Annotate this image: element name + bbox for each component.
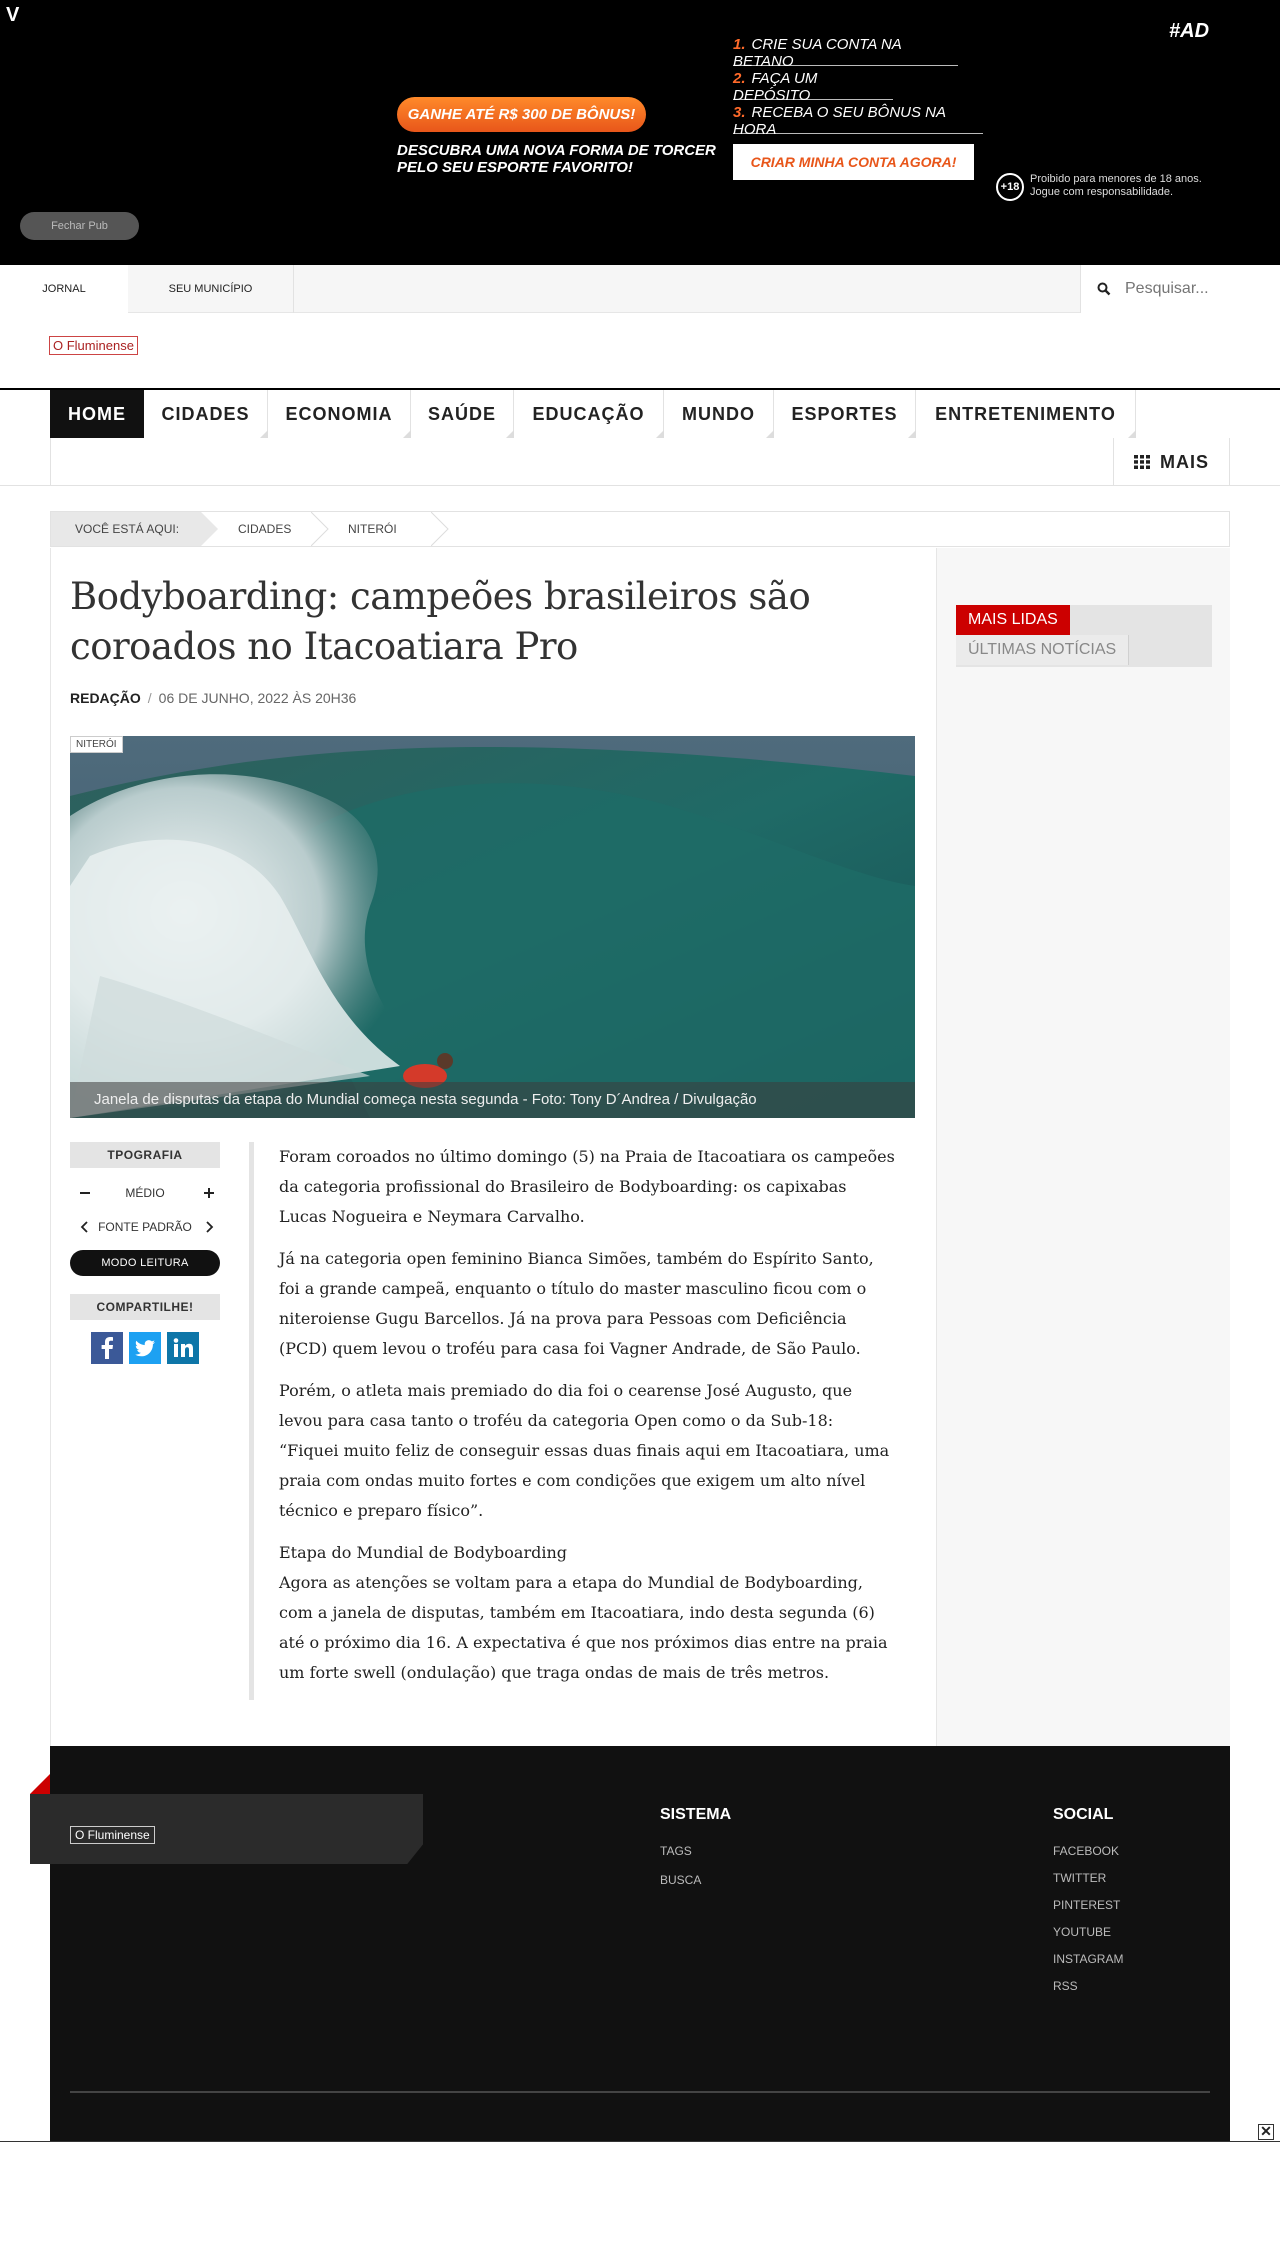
image-caption: Janela de disputas da etapa do Mundial começa nesta segunda - Foto: Tony D´Andrea / Divulgação <box>70 1082 915 1118</box>
nav-divider <box>50 438 51 486</box>
nav-economia[interactable]: ECONOMIA <box>268 390 411 438</box>
footer-sistema-title: SISTEMA <box>660 1806 732 1823</box>
reading-tools <box>70 1142 220 1364</box>
nav-more-button[interactable]: MAIS <box>1113 438 1230 486</box>
article-paragraph: Já na categoria open feminino Bianca Simões, também do Espírito Santo, foi a grande campeã, enquanto o título do master masculino ficou com o niteroiense Gugu Barcellos. Já na prova para Pessoas com Deficiência (PCD) quem levou o troféu para casa foi Vagner Andrade, de São Paulo. <box>279 1249 874 1358</box>
footer-link-rss[interactable]: RSS <box>1053 1979 1078 1993</box>
minus-icon[interactable] <box>78 1186 92 1200</box>
nav-esportes[interactable]: ESPORTES <box>774 390 916 438</box>
tab-jornal[interactable]: JORNAL <box>0 265 128 313</box>
article-paragraph: Foram coroados no último domingo (5) na Praia de Itacoatiara os campeões da categoria profissional do Brasileiro de Bodyboarding: os capixabas Lucas Nogueira e Neymara Carvalho. <box>279 1147 895 1226</box>
footer-link-pinterest[interactable]: PINTEREST <box>1053 1898 1121 1912</box>
article-image <box>70 736 915 1118</box>
typography-header: TPOGRAFIA <box>70 1142 220 1168</box>
nav-home[interactable]: HOME <box>50 390 144 438</box>
ad-bonus-pill[interactable]: GANHE ATÉ R$ 300 DE BÔNUS! <box>397 97 646 132</box>
font-family-control <box>70 1210 220 1244</box>
ad-age-text: Proibido para menores de 18 anos. Jogue com responsabilidade. <box>1030 173 1202 198</box>
ad-cta-button[interactable]: CRIAR MINHA CONTA AGORA! <box>733 144 974 180</box>
breadcrumb-separator-icon <box>431 512 449 546</box>
article-subheading: Etapa do Mundial de Bodyboarding <box>279 1543 568 1562</box>
footer-social-title: SOCIAL <box>1053 1806 1114 1823</box>
footer-link-youtube[interactable]: YOUTUBE <box>1053 1925 1112 1939</box>
footer <box>50 1746 1230 2141</box>
article-meta <box>70 690 356 706</box>
ad-step: 3. RECEBA O SEU BÔNUS NA HORA <box>733 100 983 134</box>
search-box[interactable] <box>1080 265 1280 313</box>
chevron-right-icon[interactable] <box>202 1220 216 1234</box>
footer-logo[interactable]: O Fluminense <box>70 1826 155 1844</box>
ad-description: DESCUBRA UMA NOVA FORMA DE TORCER PELO SEU ESPORTE FAVORITO! <box>397 142 716 176</box>
facebook-icon[interactable] <box>91 1332 123 1364</box>
search-input[interactable] <box>1125 277 1275 301</box>
tab-ultimas-noticias[interactable]: ÚLTIMAS NOTÍCIAS <box>956 635 1129 665</box>
share-header: COMPARTILHE! <box>70 1294 220 1320</box>
font-size-value: MÉDIO <box>125 1186 165 1200</box>
footer-link-busca[interactable]: BUSCA <box>660 1873 702 1887</box>
linkedin-icon[interactable] <box>167 1332 199 1364</box>
article-body <box>249 1142 895 1700</box>
article-author[interactable]: REDAÇÃO <box>70 690 141 706</box>
nav-mundo[interactable]: MUNDO <box>664 390 774 438</box>
article-paragraph: Porém, o atleta mais premiado do dia foi o cearense José Augusto, que levou para casa tanto o troféu da categoria Open como o da Sub-18: “Fiquei muito feliz de conseguir essas duas finais aqui em Itacoatiara, uma praia com ondas muito fortes e com condições que exigem um alto nível técnico e preparo físico”. <box>279 1381 890 1520</box>
bottom-ad-slot[interactable] <box>0 2123 1280 2241</box>
meta-separator: / <box>147 690 152 706</box>
nav-cidades[interactable]: CIDADES <box>144 390 268 438</box>
article-paragraph: Agora as atenções se voltam para a etapa do Mundial de Bodyboarding, com a janela de disputas, também em Itacoatiara, indo desta segunda (6) até o próximo dia 16. A expectativa é que nos próximos dias entre na praia um forte swell (ondulação) que traga ondas de mais de três metros. <box>279 1573 888 1682</box>
ad-steps <box>733 32 983 138</box>
main-nav <box>0 388 1280 486</box>
footer-link-facebook[interactable]: FACEBOOK <box>1053 1844 1120 1858</box>
grid-icon <box>1134 455 1150 469</box>
article-title: Bodyboarding: campeões brasileiros são coroados no Itacoatiara Pro <box>70 575 811 668</box>
footer-divider <box>70 2091 1210 2093</box>
footer-corner-accent <box>30 1774 50 1794</box>
breadcrumb-label: VOCÊ ESTÁ AQUI: <box>51 512 201 546</box>
reading-mode-button[interactable]: MODO LEITURA <box>70 1250 220 1276</box>
ad-step: 2. FAÇA UM DEPÓSITO <box>733 66 893 100</box>
article-date: 06 DE JUNHO, 2022 ÀS 20H36 <box>158 690 357 706</box>
ad-tag: #AD <box>1169 20 1210 42</box>
font-size-control <box>70 1176 220 1210</box>
breadcrumb <box>50 511 1230 547</box>
tab-mais-lidas[interactable]: MAIS LIDAS <box>956 605 1070 635</box>
nav-entretenimento[interactable]: ENTRETENIMENTO <box>916 390 1136 438</box>
ad-banner[interactable] <box>0 0 1280 265</box>
footer-link-instagram[interactable]: INSTAGRAM <box>1053 1952 1124 1966</box>
age-restriction-icon: +18 <box>996 173 1024 201</box>
share-buttons <box>70 1332 220 1364</box>
ad-logo: V <box>6 4 20 26</box>
close-ad-button[interactable]: Fechar Pub <box>20 212 139 240</box>
sidebar-tabs <box>956 605 1212 667</box>
top-bar <box>0 265 1280 313</box>
ad-step: 1. CRIE SUA CONTA NA BETANO <box>733 32 958 66</box>
footer-link-tags[interactable]: TAGS <box>660 1844 692 1858</box>
wave-photo <box>70 736 915 1118</box>
search-icon[interactable] <box>1097 282 1111 296</box>
sidebar <box>936 548 1230 1746</box>
twitter-icon[interactable] <box>129 1332 161 1364</box>
close-icon[interactable]: ✕ <box>1258 2124 1274 2140</box>
site-logo[interactable]: O Fluminense <box>49 336 138 355</box>
image-category-badge[interactable]: NITERÓI <box>70 736 123 753</box>
tab-seu-municipio[interactable]: SEU MUNICÍPIO <box>128 265 294 313</box>
font-family-value: FONTE PADRÃO <box>98 1220 192 1234</box>
nav-educacao[interactable]: EDUCAÇÃO <box>514 390 664 438</box>
nav-saude[interactable]: SAÚDE <box>411 390 514 438</box>
breadcrumb-niteroi[interactable]: NITERÓI <box>348 522 397 536</box>
breadcrumb-cidades[interactable]: CIDADES <box>238 522 292 536</box>
plus-icon[interactable] <box>202 1186 216 1200</box>
chevron-left-icon[interactable] <box>78 1220 92 1234</box>
footer-link-twitter[interactable]: TWITTER <box>1053 1871 1107 1885</box>
